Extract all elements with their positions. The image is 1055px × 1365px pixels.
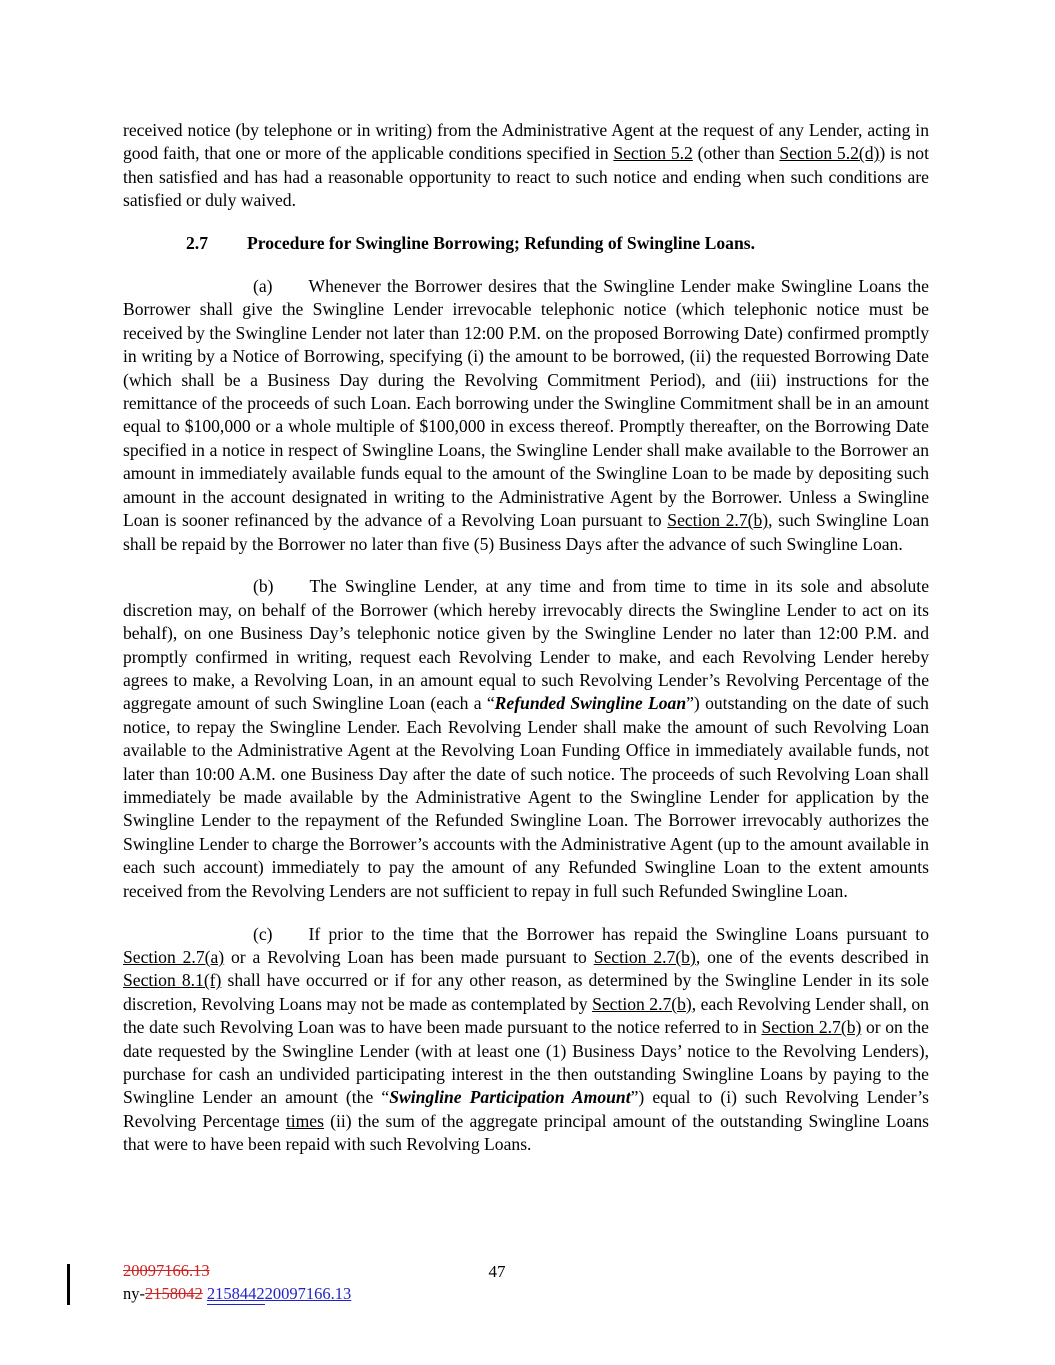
footer-doc-id-link: 20097166.13	[264, 1284, 352, 1303]
footer-doc-ids	[123, 1259, 351, 1305]
document-body	[123, 119, 929, 1157]
paragraph-c	[123, 923, 929, 1157]
footer-doc-id-old-line	[123, 1259, 351, 1282]
paragraph-c-label: (c)	[253, 923, 273, 944]
paragraph-a	[123, 275, 929, 556]
footer-doc-id-deleted-number: 2158042	[145, 1284, 203, 1303]
paragraph-b	[123, 575, 929, 903]
revision-change-bar	[67, 1264, 70, 1305]
section-number: 2.7	[186, 233, 208, 254]
paragraph-intro	[123, 119, 929, 213]
footer-doc-id-inserted-number: 2158442	[206, 1284, 265, 1303]
footer-doc-id-prefix: ny-	[123, 1284, 145, 1303]
section-title: Procedure for Swingline Borrowing; Refunding of Swingline Loans.	[247, 233, 755, 254]
paragraph-intro-text: received notice (by telephone or in writing) from the Administrative Agent at the request of any Lender, acting in good faith, that one or more of the applicable conditions specified in Section 5.2 (other than Section 5.2(d)) is not then satisfied and has had a reasonable opportunity to react to such notice and ending when such conditions are satisfied or duly waived.	[123, 120, 929, 211]
paragraph-c-text: If prior to the time that the Borrower has repaid the Swingline Loans pursuant to Section 2.7(a) or a Revolving Loan has been made pursuant to Section 2.7(b), one of the events described in Section 8.1(f) shall have occurred or if for any other reason, as determined by the Swingline Lender in its sole discretion, Revolving Loans may not be made as contemplated by Section 2.7(b), each Revolving Lender shall, on the date such Revolving Loan was to have been made pursuant to the notice referred to in Section 2.7(b) or on the date requested by the Swingline Lender (with at least one (1) Business Days’ notice to the Revolving Lenders), purchase for cash an undivided participating interest in the then outstanding Swingline Loans by paying to the Swingline Lender an amount (the “Swingline Participation Amount”) equal to (i) such Revolving Lender’s Revolving Percentage times (ii) the sum of the aggregate principal amount of the outstanding Swingline Loans that were to have been repaid with such Revolving Loans.	[123, 923, 929, 1155]
paragraph-a-label: (a)	[253, 276, 273, 297]
footer-doc-id-current-line	[123, 1282, 351, 1305]
footer-doc-id-deleted: 20097166.13	[123, 1261, 210, 1280]
paragraph-a-text: Whenever the Borrower desires that the Swingline Lender make Swingline Loans the Borrower shall give the Swingline Lender irrevocable telephonic notice (which telephonic notice must be received by the Swingline Lender not later than 12:00 P.M. on the proposed Borrowing Date) confirmed promptly in writing by a Notice of Borrowing, specifying (i) the amount to be borrowed, (ii) the requested Borrowing Date (which shall be a Business Day during the Revolving Commitment Period), and (iii) instructions for the remittance of the proceeds of such Loan. Each borrowing under the Swingline Commitment shall be in an amount equal to $100,000 or a whole multiple of $100,000 in excess thereof. Promptly thereafter, on the Borrowing Date specified in a notice in respect of Swingline Loans, the Swingline Lender shall make available to the Borrower an amount in immediately available funds equal to the amount of the Swingline Loan to be made by depositing such amount in the account designated in writing to the Administrative Agent by the Borrower. Unless a Swingline Loan is sooner refinanced by the advance of a Revolving Loan pursuant to Section 2.7(b), such Swingline Loan shall be repaid by the Borrower no later than five (5) Business Days after the advance of such Swingline Loan.	[123, 276, 929, 554]
page-number: 47	[488, 1262, 506, 1281]
paragraph-b-text: The Swingline Lender, at any time and from time to time in its sole and absolute discretion may, on behalf of the Borrower (which hereby irrevocably directs the Swingline Lender to act on its behalf), on one Business Day’s telephonic notice given by the Swingline Lender no later than 12:00 P.M. and promptly confirmed in writing, request each Revolving Lender to make, and each Revolving Lender hereby agrees to make, a Revolving Loan, in an amount equal to such Revolving Lender’s Revolving Percentage of the aggregate amount of such Swingline Loan (each a “Refunded Swingline Loan”) outstanding on the date of such notice, to repay the Swingline Lender. Each Revolving Lender shall make the amount of such Revolving Loan available to the Administrative Agent at the Revolving Loan Funding Office in immediately available funds, not later than 10:00 A.M. one Business Day after the date of such notice. The proceeds of such Revolving Loan shall immediately be made available by the Administrative Agent to the Swingline Lender for application by the Swingline Lender to the repayment of the Refunded Swingline Loan. The Borrower irrevocably authorizes the Swingline Lender to charge the Borrower’s accounts with the Administrative Agent (up to the amount available in each such account) immediately to pay the amount of any Refunded Swingline Loan to the extent amounts received from the Revolving Lenders are not sufficient to repay in full such Refunded Swingline Loan.	[123, 576, 929, 901]
paragraph-b-label: (b)	[253, 576, 274, 597]
section-heading	[123, 232, 929, 255]
